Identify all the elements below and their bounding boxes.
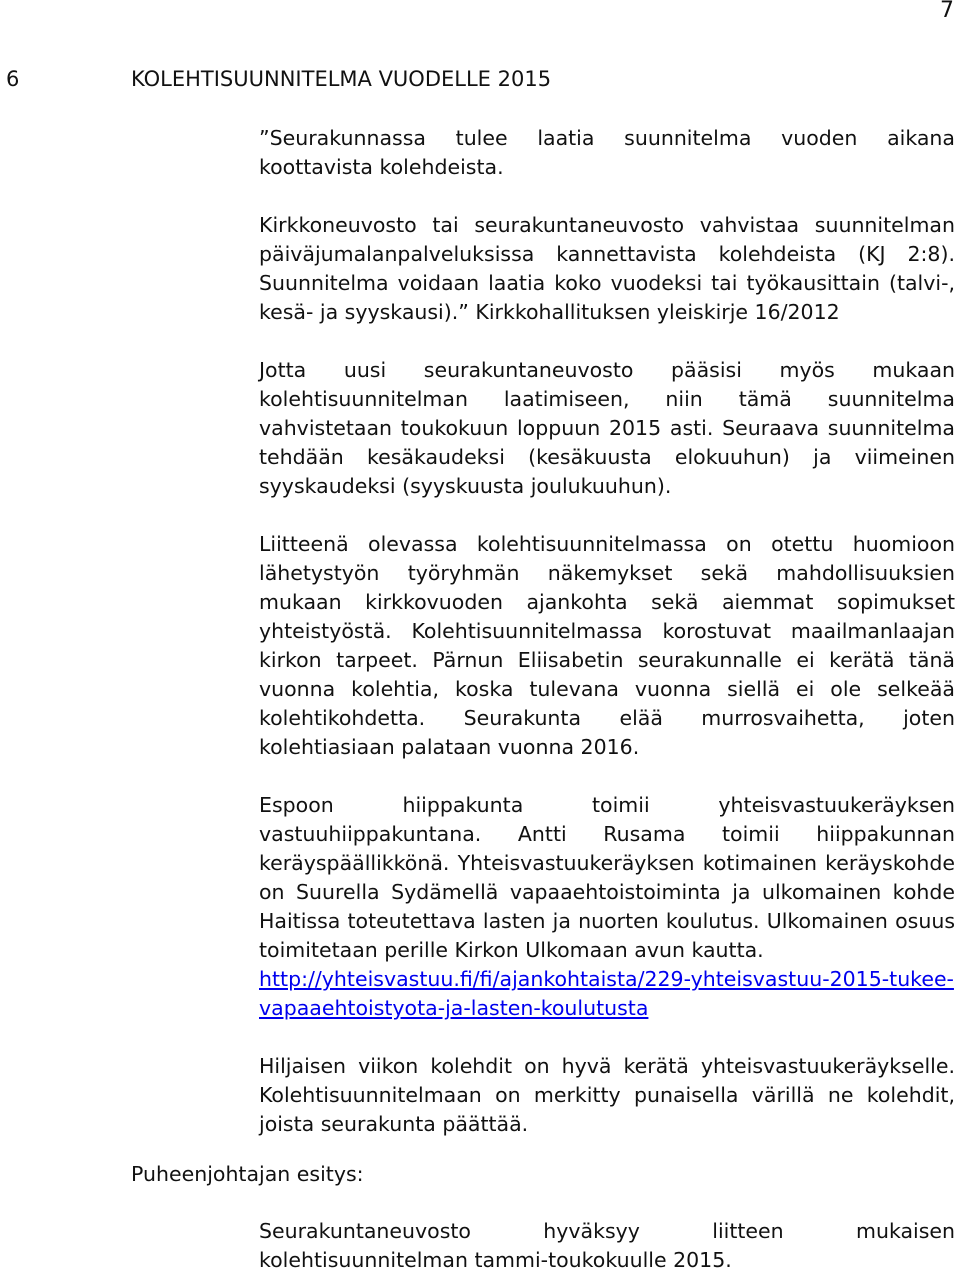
quote-intro: ”Seurakunnassa tulee laatia suunnitelma vuoden aikana koottavista kolehdeista. xyxy=(259,126,955,179)
quote-source: Kirkkohallituksen yleiskirje 16/2012 xyxy=(475,300,840,324)
page-number: 7 xyxy=(940,0,954,23)
quote-text: Kirkkoneuvosto tai seurakuntaneuvosto vahvistaa suunnitelman päiväjumalanpalveluksissa kannettavista kolehdeista (KJ 2:8). Suunnitelma voidaan laatia koko vuodeksi tai työkausittain (talvi-, kesä- ja syyskausi).” xyxy=(259,213,955,324)
proposal-label: Puheenjohtajan esitys: xyxy=(131,1162,364,1186)
espoo-text: Espoon hiippakunta toimii yhteisvastuukeräyksen vastuuhiippakuntana. Antti Rusama toimii hiippakunnan keräyspäällikkönä. Yhteisvastuukeräyksen kotimainen keräyskohde on Suurella Sydämellä vapaaehtoistoiminta ja ulkomainen kohde Haitissa toteutettava lasten ja nuorten koulutus. Ulkomainen osuus toimitetaan perille Kirkon Ulkomaan avun kautta. xyxy=(259,793,955,962)
paragraph-jotta: Jotta uusi seurakuntaneuvosto pääsisi myös mukaan kolehtisuunnitelman laatimiseen, niin tämä suunnitelma vahvistetaan toukokuun loppuun 2015 asti. Seuraava suunnitelma tehdään kesäkaudeksi (kesäkuusta elokuuhun) ja viimeinen syyskaudeksi (syyskuusta joulukuuhun). xyxy=(259,358,955,498)
section-title: KOLEHTISUUNNITELMA VUODELLE 2015 xyxy=(131,67,552,91)
paragraph-espoo xyxy=(259,791,955,1023)
paragraph-hiljaisen: Hiljaisen viikon kolehdit on hyvä kerätä yhteisvastuukeräykselle. Kolehtisuunnitelmaan on merkitty punaisella värillä ne kolehdit, joista seurakunta päättää. xyxy=(259,1054,955,1136)
quote-body xyxy=(259,211,955,327)
document-body xyxy=(259,124,955,1139)
yhteisvastuu-link[interactable]: http://yhteisvastuu.fi/fi/ajankohtaista/229-yhteisvastuu-2015-tukee-vapaaehtoistyota-ja-lasten-koulutusta xyxy=(259,967,954,1020)
section-number: 6 xyxy=(6,67,20,91)
paragraph-liitteena: Liitteenä olevassa kolehtisuunnitelmassa on otettu huomioon lähetystyön työryhmän näkemykset sekä mahdollisuuksien mukaan kirkkovuoden ajankohta sekä aiemmat sopimukset yhteistyöstä. Kolehtisuunnitelmassa korostuvat maailmanlaajan kirkon tarpeet. Pärnun Eliisabetin seurakunnalle ei kerätä tänä vuonna kolehtia, koska tulevana vuonna siellä ei ole selkeää kolehtikohdetta. Seurakunta elää murrosvaihetta, joten kolehtiasiaan palataan vuonna 2016. xyxy=(259,532,955,759)
proposal-text: Seurakuntaneuvosto hyväksyy liitteen mukaisen kolehtisuunnitelman tammi-toukokuulle 2015. xyxy=(259,1219,955,1272)
